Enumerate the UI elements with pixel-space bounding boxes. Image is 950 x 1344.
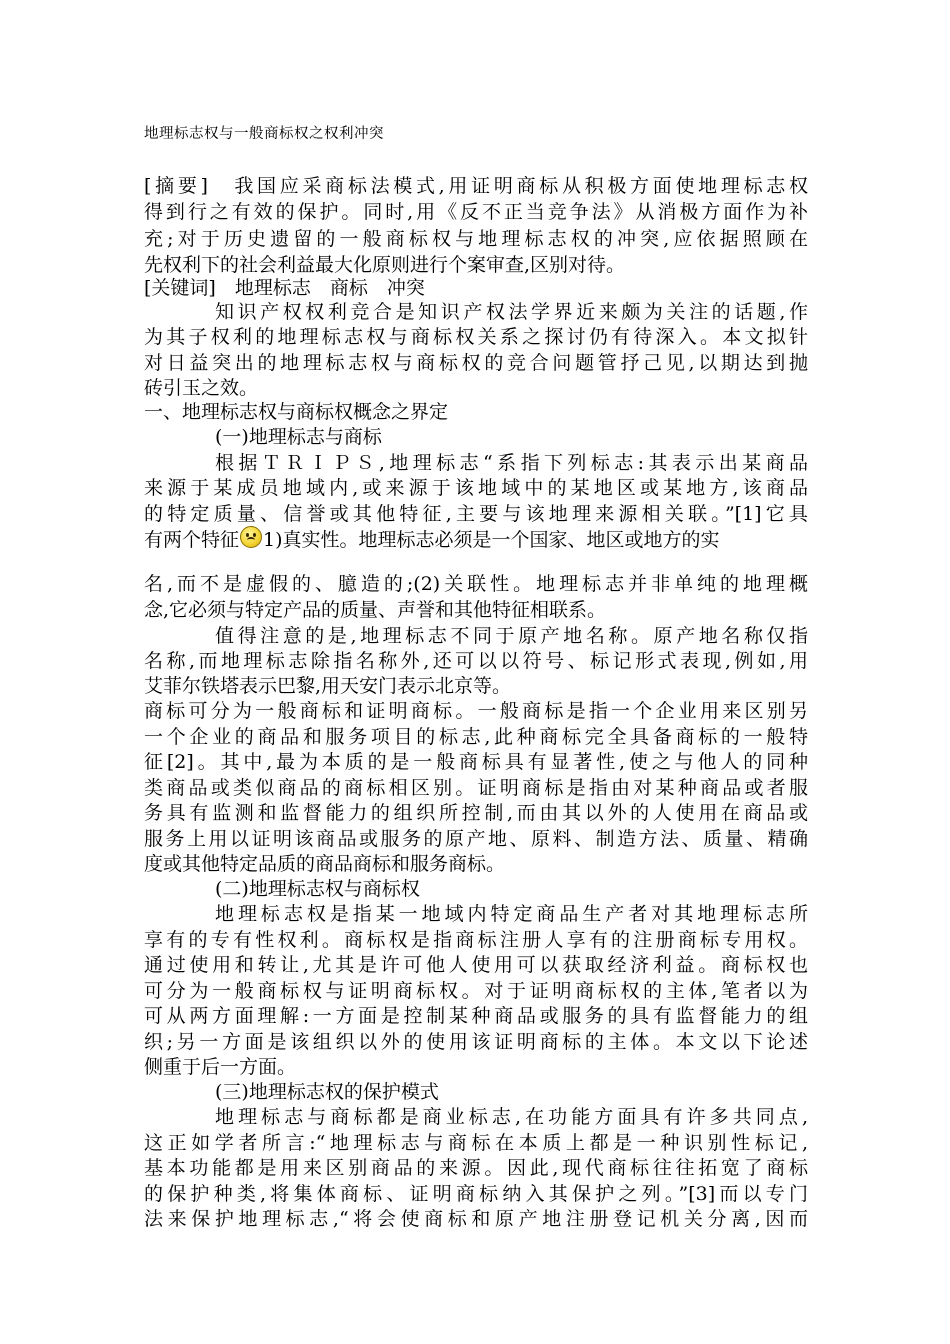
para-gi-line-3: 的特定质量、信誉或其他特征,主要与该地理来源相关联。”[1]它具 <box>144 503 808 525</box>
intro-line-3: 对日益突出的地理标志权与商标权的竞合问题管抒己见,以期达到抛 <box>144 352 808 374</box>
para-gi-line-5: 名,而不是虚假的、臆造的;(2)关联性。地理标志并非单纯的地理概 <box>144 573 808 595</box>
subsection-3-heading: (三)地理标志权的保护模式 <box>215 1081 439 1103</box>
para-gi-line-4-text-b: 1)真实性。地理标志必须是一个国家、地区或地方的实 <box>263 529 720 551</box>
para-mode-line-5: 法来保护地理标志,“将会使商标和原产地注册登记机关分离,因而 <box>144 1208 808 1230</box>
para-rights-line-7: 侧重于后一方面。 <box>144 1056 297 1078</box>
para-mode-line-4: 的保护种类,将集体商标、证明商标纳入其保护之列。”[3]而以专门 <box>144 1183 808 1205</box>
para-note-line-3: 艾菲尔铁塔表示巴黎,用天安门表示北京等。 <box>144 675 512 697</box>
para-gi-line-1: 根据ＴＲＩＰＳ,地理标志“系指下列标志:其表示出某商品 <box>215 452 808 474</box>
subsection-2-heading: (二)地理标志权与商标权 <box>215 878 420 900</box>
intro-line-4: 砖引玉之效。 <box>144 377 259 399</box>
para-rights-line-2: 享有的专有性权利。商标权是指商标注册人享有的注册商标专用权。 <box>144 929 808 951</box>
para-rights-line-1: 地理标志权是指某一地域内特定商品生产者对其地理标志所 <box>215 903 808 925</box>
para-tm-line-5: 务具有监测和监督能力的组织所控制,而由其以外的人使用在商品或 <box>144 802 808 824</box>
para-gi-line-4 <box>144 526 808 553</box>
para-mode-line-2: 这正如学者所言:“地理标志与商标在本质上都是一种识别性标记, <box>144 1132 808 1154</box>
abstract-line-2: 得到行之有效的保护。同时,用《反不正当竞争法》从消极方面作为补 <box>144 201 808 223</box>
abstract-line-3: 充;对于历史遗留的一般商标权与地理标志权的冲突,应依据照顾在 <box>144 228 808 250</box>
document-title: 地理标志权与一般商标权之权利冲突 <box>144 126 384 142</box>
para-tm-line-3: 征[2]。其中,最为本质的是一般商标具有显著性,使之与他人的同种 <box>144 751 808 773</box>
para-tm-line-6: 服务上用以证明该商品或服务的原产地、原料、制造方法、质量、精确 <box>144 828 808 850</box>
para-rights-line-3: 通过使用和转让,尤其是许可他人使用可以获取经济利益。商标权也 <box>144 954 808 976</box>
abstract-line-4: 先权利下的社会利益最大化原则进行个案审查,区别对待。 <box>144 254 626 276</box>
para-tm-line-7: 度或其他特定品质的商品商标和服务商标。 <box>144 853 506 875</box>
subsection-1-heading: (一)地理标志与商标 <box>215 426 382 448</box>
para-tm-line-2: 一个企业的商品和服务项目的标志,此种商标完全具备商标的一般特 <box>144 726 808 748</box>
para-gi-line-6: 念,它必须与特定产品的质量、声誉和其他特征相联系。 <box>144 599 607 621</box>
abstract-line-1: [摘要] 我国应采商标法模式,用证明商标从积极方面使地理标志权 <box>144 175 808 197</box>
para-note-line-2: 名称,而地理标志除指名称外,还可以以符号、标记形式表现,例如,用 <box>144 650 808 672</box>
keywords-line: [关键词] 地理标志 商标 冲突 <box>144 277 425 299</box>
para-note-line-1: 值得注意的是,地理标志不同于原产地名称。原产地名称仅指 <box>215 625 808 647</box>
para-tm-line-1: 商标可分为一般商标和证明商标。一般商标是指一个企业用来区别另 <box>144 700 808 722</box>
sad-face-icon <box>240 526 262 548</box>
section-1-heading: 一、地理标志权与商标权概念之界定 <box>144 401 449 423</box>
para-tm-line-4: 类商品或类似商品的商标相区别。证明商标是指由对某种商品或者服 <box>144 777 808 799</box>
para-gi-line-2: 来源于某成员地域内,或来源于该地域中的某地区或某地方,该商品 <box>144 477 808 499</box>
para-rights-line-4: 可分为一般商标权与证明商标权。对于证明商标权的主体,笔者以为 <box>144 980 808 1002</box>
intro-line-2: 为其子权利的地理标志权与商标权关系之探讨仍有待深入。本文拟针 <box>144 326 808 348</box>
para-rights-line-5: 可从两方面理解:一方面是控制某种商品或服务的具有监督能力的组 <box>144 1005 808 1027</box>
para-mode-line-1: 地理标志与商标都是商业标志,在功能方面具有许多共同点, <box>215 1106 808 1128</box>
para-rights-line-6: 织;另一方面是该组织以外的使用该证明商标的主体。本文以下论述 <box>144 1031 808 1053</box>
para-mode-line-3: 基本功能都是用来区别商品的来源。因此,现代商标往往拓宽了商标 <box>144 1157 808 1179</box>
para-gi-line-4-text-a: 有两个特征 <box>144 529 240 551</box>
intro-line-1: 知识产权权利竞合是知识产权法学界近来颇为关注的话题,作 <box>215 301 808 323</box>
